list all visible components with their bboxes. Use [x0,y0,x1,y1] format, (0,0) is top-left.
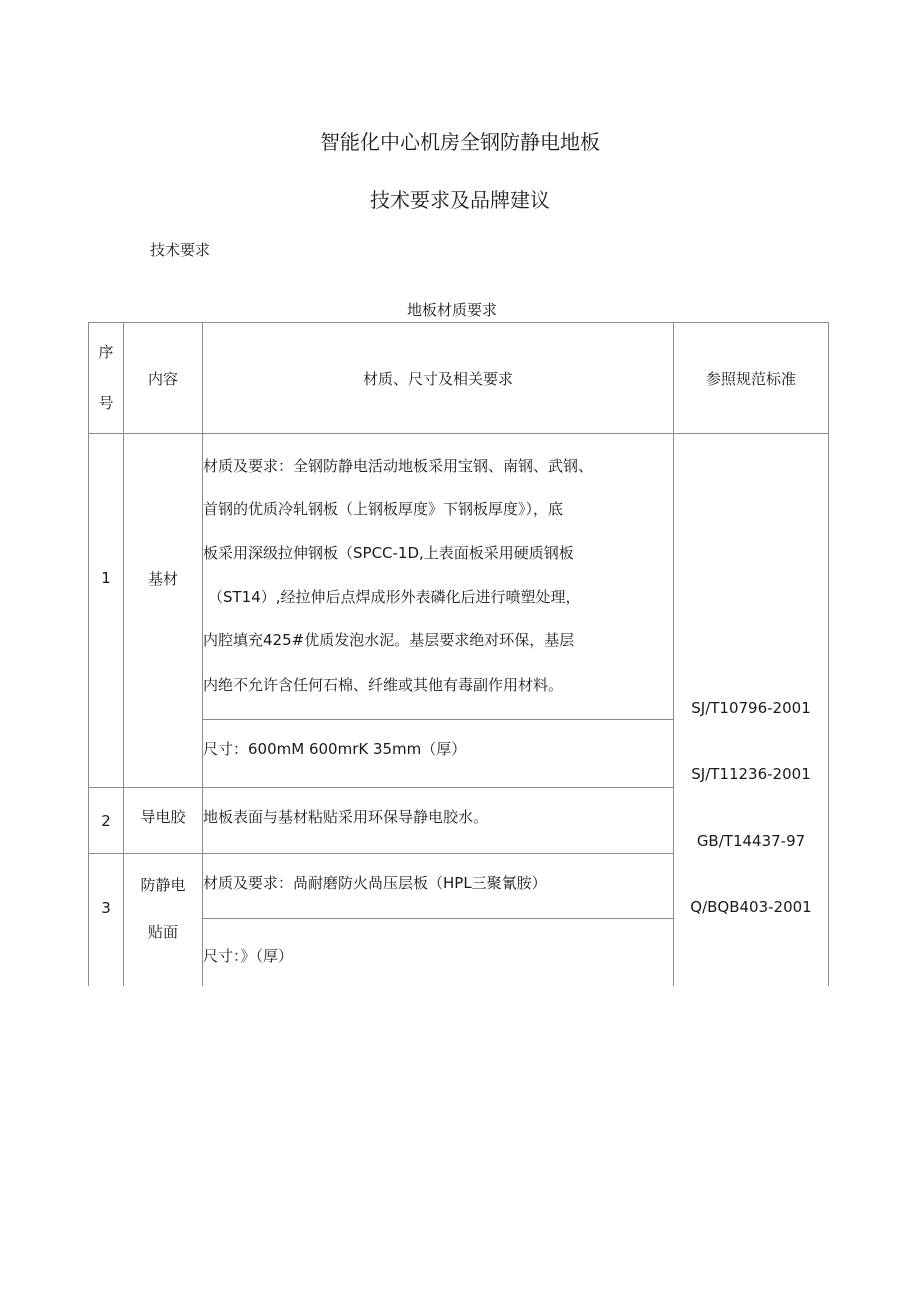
row1-material-line-5: 内腔填充425#优质发泡水泥。基层要求绝对环保，基层 [203,631,575,649]
row1-material-line-4: （ST14）,经拉伸后点焊成形外表磷化后进行喷塑处理， [208,588,581,606]
header-no-top: 序 [98,343,114,361]
document-title: 智能化中心机房全钢防静电地板 [320,130,600,154]
row3-content [124,854,202,962]
header-standard: 参照规范标准 [705,369,796,388]
standard-4: Q/BQB403-2001 [690,898,812,916]
header-no [89,323,123,433]
standard-3: GB/T14437-97 [696,832,806,850]
document-subtitle: 技术要求及品牌建议 [370,188,550,212]
row3-content-top: 防静电 [140,875,186,894]
header-requirements: 材质、尺寸及相关要求 [362,369,513,388]
row1-material-line-1: 材质及要求：全钢防静电活动地板采用宝钢、南钢、武钢、 [203,457,594,475]
header-no-bottom: 号 [98,394,114,412]
section-heading: 技术要求 [150,241,211,259]
row2-no: 2 [101,811,111,830]
standard-2: SJ/T11236-2001 [691,765,811,783]
row1-material-line-6: 内绝不允许含任何石棉、纤维或其他有毒副作用材料。 [203,676,564,694]
row3-no: 3 [101,899,111,917]
standard-1: SJ/T10796-2001 [691,699,811,717]
row2-content: 导电胶 [140,807,186,826]
table-rule-row1-split [202,719,674,720]
table-caption: 地板材质要求 [406,301,497,319]
row1-no: 1 [101,569,111,587]
row1-material-line-2: 首钢的优质冷轧钢板（上钢板厚度》下钢板厚度》），底 [203,500,564,518]
row1-content: 基材 [147,569,178,588]
row3-material: 材质及要求：咼耐磨防火咼压层板（HPL三聚氰胺） [203,874,547,892]
header-content: 内容 [147,369,178,388]
row1-size: 尺寸：600mM 600mrK 35mm（厚） [203,740,467,758]
table-rule-row3-split [202,918,674,919]
row1-material-line-3: 板采用深级拉伸钢板（SPCC-1D,上表面板采用硬质钢板 [203,544,574,562]
table-border-right [828,322,829,986]
row3-size: 尺寸：》（厚） [203,947,294,965]
row2-material: 地板表面与基材粘贴采用环保导静电胶水。 [203,808,489,826]
row3-content-bottom: 贴面 [147,922,178,941]
